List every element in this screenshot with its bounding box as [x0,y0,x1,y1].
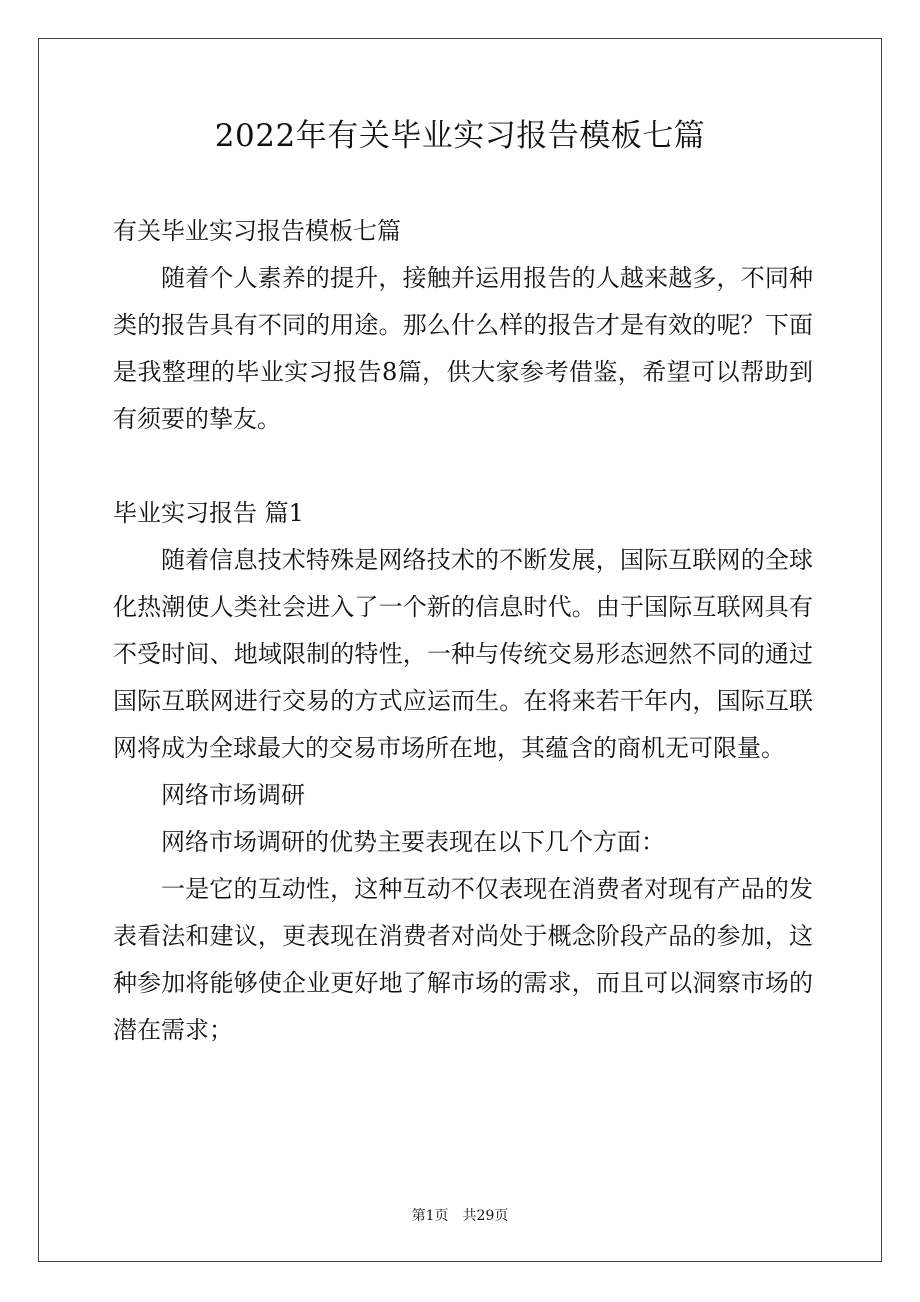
subtitle: 有关毕业实习报告模板七篇 [113,217,401,245]
subheading: 网络市场调研 [161,781,305,809]
document-body [113,208,813,1054]
page-footer [38,1206,882,1226]
section-paragraph-1: 随着信息技术特殊是网络技术的不断发展，国际互联网的全球化热潮使人类社会进入了一个新的信息时代。由于国际互联网具有不受时间、地域限制的特性，一种与传统交易形态迥然不同的通过国际互联网进行交易的方式应运而生。在将来若干年内，国际互联网将成为全球最大的交易市场所在地，其蕴含的商机无可限量。 [113,546,813,762]
page-number: 第1页 [411,1208,449,1224]
section-heading: 毕业实习报告 篇1 [113,499,304,527]
section-paragraph-3: 一是它的互动性，这种互动不仅表现在消费者对现有产品的发表看法和建议，更表现在消费者对尚处于概念阶段产品的参加，这种参加将能够使企业更好地了解市场的需求，而且可以洞察市场的潜在需求； [113,875,813,1044]
document-title: 2022年有关毕业实习报告模板七篇 [214,118,706,154]
intro-paragraph: 随着个人素养的提升，接触并运用报告的人越来越多，不同种类的报告具有不同的用途。那么什么样的报告才是有效的呢？下面是我整理的毕业实习报告8篇，供大家参考借鉴，希望可以帮助到有须要的挚友。 [113,264,813,433]
paragraph-gap [113,443,813,490]
page-total: 共29页 [462,1208,509,1224]
section-paragraph-2: 网络市场调研的优势主要表现在以下几个方面： [161,828,665,856]
